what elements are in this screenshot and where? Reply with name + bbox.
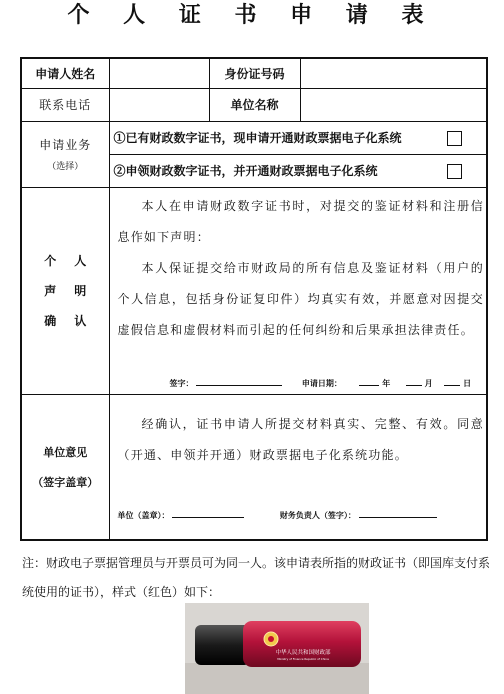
business-option-1-checkbox[interactable] bbox=[447, 131, 462, 146]
business-option-1-text: ①已有财政数字证书，现申请开通财政票据电子化系统 bbox=[113, 131, 402, 145]
contact-row bbox=[21, 88, 487, 121]
usb-key-photo bbox=[185, 603, 369, 694]
year-label: 年 bbox=[382, 377, 391, 388]
month-label: 月 bbox=[424, 377, 433, 388]
business-option-2-checkbox[interactable] bbox=[447, 164, 462, 179]
day-line[interactable] bbox=[444, 376, 460, 386]
applicant-name-field[interactable] bbox=[109, 58, 209, 88]
business-option1-row bbox=[21, 121, 487, 154]
id-number-field[interactable] bbox=[300, 58, 487, 88]
unit-seal-label: 单位（盖章）： bbox=[117, 510, 170, 520]
declaration-label-cell bbox=[21, 187, 109, 394]
business-option-1[interactable] bbox=[109, 121, 487, 154]
opinion-label-cell bbox=[21, 394, 109, 540]
phone-label: 联系电话 bbox=[21, 88, 109, 121]
declaration-label-line3: 确认 bbox=[44, 313, 105, 328]
unit-seal-line[interactable] bbox=[172, 508, 244, 518]
unit-name-field[interactable] bbox=[300, 88, 487, 121]
year-line[interactable] bbox=[359, 376, 379, 386]
application-form-table bbox=[20, 57, 488, 541]
business-option-2-text: ②申领财政数字证书，并开通财政票据电子化系统 bbox=[113, 164, 378, 178]
signature-label: 签字： bbox=[169, 377, 194, 388]
apply-date-label: 申请日期： bbox=[301, 377, 342, 388]
opinion-sign-row bbox=[118, 508, 437, 521]
declaration-paragraph-1: 本人在申请财政数字证书时，对提交的鉴证材料和注册信息作如下声明： bbox=[117, 198, 484, 244]
business-option-2[interactable] bbox=[109, 154, 487, 187]
declaration-sign-row bbox=[170, 376, 472, 389]
applicant-name-label: 申请人姓名 bbox=[21, 58, 109, 88]
signature-line[interactable] bbox=[196, 376, 282, 386]
business-sub-label: （选择） bbox=[47, 162, 84, 172]
usb-logo-subtext: Ministry of Finance Republic of China bbox=[277, 657, 329, 661]
opinion-row bbox=[21, 394, 487, 540]
business-label-cell bbox=[21, 121, 109, 187]
footnote: 注：财政电子票据管理员与开票员可为同一人。该申请表所指的财政证书（即国库支付系统使用的证书），样式（红色）如下： bbox=[22, 556, 491, 599]
declaration-label-line2: 声明 bbox=[44, 283, 105, 298]
declaration-label-line1: 个人 bbox=[44, 253, 105, 268]
day-label: 日 bbox=[463, 377, 472, 388]
declaration-content-cell bbox=[109, 187, 487, 394]
opinion-sub-label: （签字盖章） bbox=[32, 475, 99, 489]
phone-field[interactable] bbox=[109, 88, 209, 121]
finance-sign-line[interactable] bbox=[359, 508, 437, 518]
unit-name-label: 单位名称 bbox=[209, 88, 300, 121]
page-title: 个 人 证 书 申 请 表 bbox=[67, 2, 437, 28]
business-label: 申请业务 bbox=[39, 138, 92, 152]
declaration-row bbox=[21, 187, 487, 394]
opinion-content-cell bbox=[109, 394, 487, 540]
usb-logo-text: 中华人民共和国财政部 bbox=[275, 650, 331, 656]
opinion-paragraph: 经确认，证书申请人所提交材料真实、完整、有效。同意（开通、申领并开通）财政票据电子化系统功能。 bbox=[117, 416, 484, 462]
declaration-paragraph-2: 本人保证提交给市财政局的所有信息及鉴证材料（用户的个人信息，包括身份证复印件）均真实有效，并愿意对因提交虚假信息和虚假材料而引起的任何纠纷和后果承担法律责任。 bbox=[117, 260, 484, 337]
applicant-row bbox=[21, 58, 487, 88]
month-line[interactable] bbox=[406, 376, 422, 386]
opinion-label: 单位意见 bbox=[43, 445, 88, 459]
usb-key bbox=[195, 621, 361, 667]
national-emblem-center bbox=[268, 636, 274, 642]
finance-sign-label: 财务负责人（签字）： bbox=[279, 510, 356, 520]
usb-cap bbox=[195, 625, 250, 665]
id-number-label: 身份证号码 bbox=[209, 58, 300, 88]
